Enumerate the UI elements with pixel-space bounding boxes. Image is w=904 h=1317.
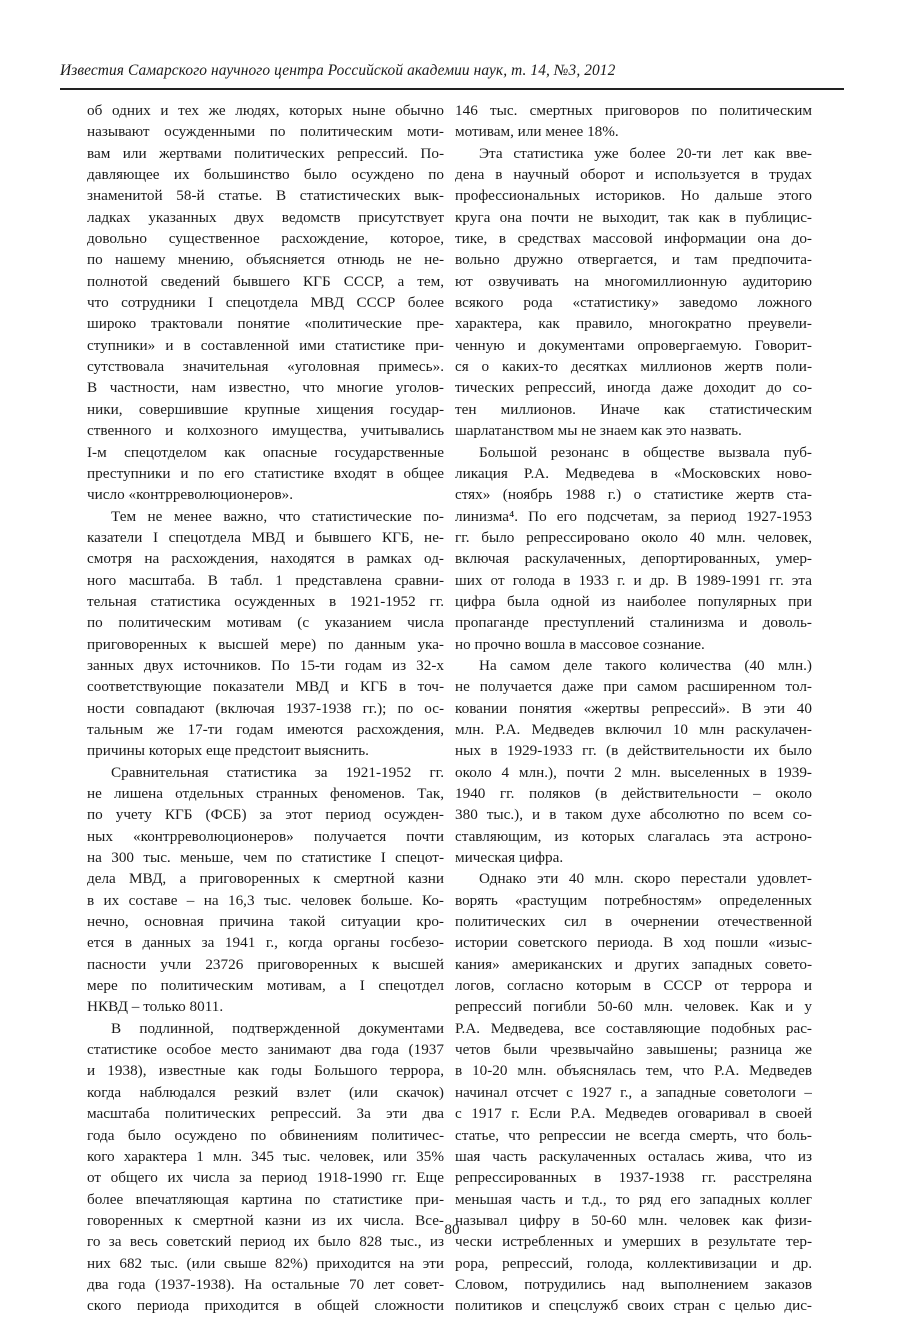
text-line: ных «контрреволюционеров» получается почти: [87, 827, 444, 845]
text-line: приговоренных к высшей мере) по данным ука-: [87, 635, 444, 653]
text-line: мере по политическим мотивам, а I спецотдел: [87, 977, 444, 995]
text-line: ности совпадают (включая 1937-1938 гг.); по ос-: [87, 699, 444, 717]
text-line: круга она почти не выходит, так как в публицис-: [455, 208, 812, 226]
text-line: около 4 млн.), почти 2 млн. выселенных в 1939-: [455, 763, 812, 781]
text-line: гг. было репрессировано около 40 млн. человек,: [455, 528, 812, 546]
text-line: от общего их числа за период 1918-1990 гг. Еще: [87, 1169, 444, 1187]
text-line: го за весь советский период их было 828 тыс., из: [87, 1233, 444, 1251]
text-line: полнотой сведений бывшего КГБ СССР, а тем,: [87, 272, 444, 290]
text-line: кого характера 1 млн. 345 тыс. человек, или 35%: [87, 1147, 444, 1165]
text-line: Большой резонанс в обществе вызвала пуб-: [479, 443, 812, 461]
text-line: 146 тыс. смертных приговоров по политическим: [455, 102, 812, 119]
text-line: статье, что репрессии не всегда смерть, что боль-: [455, 1126, 812, 1144]
text-line: в 10-20 млн. объяснялась тем, что Р.А. Медведев: [455, 1062, 812, 1080]
text-line: что сотрудники I спецотдела МВД СССР более: [87, 294, 444, 312]
text-line: стях» (ноябрь 1988 г.) о статистике жертв ста-: [455, 486, 812, 504]
text-line: тен миллионов. Иначе как статистическим: [455, 400, 812, 418]
text-line: с 1917 г. Если Р.А. Медведев оговаривал в своей: [455, 1105, 812, 1123]
text-line: ся о каких-то десятках миллионов жертв поли-: [455, 358, 812, 376]
text-line: всякого рода «статистику» заведомо ложного: [455, 294, 812, 312]
text-line: и 1938), известные как годы Большого террора,: [87, 1062, 444, 1080]
text-line: по политическим мотивам (с указанием числа: [87, 614, 444, 632]
text-line: репрессированных в 1937-1938 гг. расстреляна: [455, 1169, 812, 1187]
text-line: причины которых еще предстоит выяснить.: [87, 742, 369, 760]
text-line: рора, репрессий, голода, коллективизации и др.: [455, 1254, 812, 1272]
running-header: Известия Самарского научного центра Российской академии наук, т. 14, №3, 2012: [60, 62, 616, 79]
page-number: 80: [444, 1221, 460, 1238]
text-line: по нашему мнению, объясняется отнюдь не не-: [87, 251, 444, 269]
text-line: года было осуждено по обвинениям политичес-: [87, 1126, 444, 1144]
text-line: соответствующие показатели МВД и КГБ в точ-: [87, 678, 444, 696]
text-line: I-м спецотделом как опасные государственные: [87, 443, 444, 461]
text-line: начинал отсчет с 1927 г., а западные советологи –: [455, 1083, 812, 1101]
header-divider: [60, 88, 844, 90]
text-line: ковании понятия «жертвы репрессий». В эти 40: [455, 699, 812, 717]
text-line: характера, как правило, многократно преувели-: [455, 315, 812, 333]
text-line: вольно дружно отвергается, и там предпочита-: [455, 251, 812, 269]
text-line: об одних и тех же людях, которых ныне обычно: [87, 102, 444, 119]
text-line: тике, в средствах массовой информации она до-: [455, 230, 812, 248]
text-line: ют озвучивать на многомиллионную аудиторию: [455, 272, 812, 290]
text-line: знаменитой 58-й статье. В статистических вык-: [87, 187, 444, 205]
text-line: включая раскулаченных, депортированных, умер-: [455, 550, 812, 568]
text-line: ники, совершившие крупные хищения государ-: [87, 400, 444, 418]
text-line: В частности, нам известно, что многие уголов-: [87, 379, 444, 397]
text-line: занных двух источников. По 15-ти годам из 32-х: [87, 656, 444, 674]
text-line: ликация Р.А. Медведева в «Московских ново-: [455, 464, 812, 482]
text-line: дела МВД, а приговоренных к смертной казни: [87, 870, 444, 888]
text-line: два года (1937-1938). На остальные 70 лет совет-: [87, 1275, 444, 1293]
text-line: шая часть раскулаченных осталась жива, что из: [455, 1147, 812, 1165]
text-line: Однако эти 40 млн. скоро перестали удовлет-: [479, 870, 812, 888]
text-line: смотря на расхождения, находятся в рамках од-: [87, 550, 444, 568]
text-column-left: [87, 100, 444, 1317]
text-line: не получается даже при самом расширенном тол-: [455, 678, 812, 696]
text-line: тальным же 17-ти годам имеются расхождения,: [87, 720, 444, 738]
text-line: ственного и колхозного имущества, учитывались: [87, 422, 444, 440]
text-line: пропаганде преступлений сталинизма и доволь-: [455, 614, 812, 632]
text-line: называл цифру в 50-60 млн. человек как физи-: [455, 1211, 812, 1229]
text-line: меньшая часть и т.д., то ряд его западных коллег: [455, 1190, 812, 1208]
text-line: более впечатляющая картина по статистике при-: [87, 1190, 444, 1208]
text-line: шарлатанством мы не знаем как это назвать.: [455, 422, 742, 440]
text-line: Тем не менее важно, что статистические по-: [111, 507, 444, 525]
text-line: пасности учли 23726 приговоренных к высшей: [87, 955, 444, 973]
text-line: сутствовала значительная «уголовная примесь».: [87, 358, 444, 376]
text-line: цифра была одной из наиболее популярных при: [455, 592, 812, 610]
text-line: млн. Р.А. Медведев включил 10 млн раскулачен-: [455, 720, 812, 738]
text-line: в их составе – на 16,3 тыс. человек больше. Ко-: [87, 891, 444, 909]
text-line: ского периода приходится в общей сложности: [87, 1297, 444, 1315]
text-line: Словом, потрудились над выполнением заказов: [455, 1275, 812, 1293]
text-line: чески истребленных и умерших в результате тер-: [455, 1233, 812, 1251]
text-line: тельная статистика осужденных в 1921-1952 гг.: [87, 592, 444, 610]
text-line: вам или жертвами политических репрессий. По-: [87, 144, 444, 162]
text-line: тических репрессий, иногда даже доходит до со-: [455, 379, 812, 397]
text-line: давляющее их большинство было осуждено по: [87, 166, 444, 184]
text-line: ших от голода в 1933 г. и др. В 1989-1991 гг. эта: [455, 571, 812, 589]
text-line: ворять «растущим потребностям» определенных: [455, 891, 812, 909]
text-line: Сравнительная статистика за 1921-1952 гг.: [111, 763, 444, 781]
text-line: но прочно вошла в массовое сознание.: [455, 635, 705, 653]
text-line: В подлинной, подтвержденной документами: [111, 1019, 444, 1037]
text-line: Эта статистика уже более 20-ти лет как вве-: [479, 144, 812, 162]
text-line: 1940 гг. поляков (в действительности – около: [455, 785, 812, 802]
text-line: ного масштаба. В табл. 1 представлена сравни-: [87, 571, 444, 589]
text-line: ладках указанных двух ведомств присутствует: [87, 208, 444, 226]
text-line: преступники и по его статистике входят в общее: [87, 464, 444, 482]
text-line: дена в научный оборот и используется в трудах: [455, 166, 812, 184]
text-line: Р.А. Медведева, все составляющие подобных рас-: [455, 1019, 812, 1037]
text-line: ченную и документами опровергаемую. Говорит-: [455, 336, 812, 354]
text-line: профессиональных историков. Но дальше этого: [455, 187, 812, 205]
text-line: линизма⁴. По его подсчетам, за период 1927-1953: [455, 507, 812, 525]
text-line: статистике особое место занимают два года (1937: [87, 1041, 444, 1059]
text-line: называют осужденными по политическим моти-: [87, 123, 444, 141]
text-line: четов были чрезвычайно завышены; разница же: [455, 1041, 812, 1059]
text-line: репрессий погибли 50-60 млн. человек. Как и у: [455, 998, 812, 1016]
text-line: логов, согласно которым в СССР от террора и: [455, 977, 812, 995]
text-line: На самом деле такого количества (40 млн.): [479, 656, 812, 674]
text-line: ступники» и в составленной ими статистике при-: [87, 336, 444, 354]
text-line: широко трактовали понятие «политические пре-: [87, 315, 444, 333]
text-line: нечно, основная причина такой ситуации кро-: [87, 913, 444, 931]
text-line: 380 тыс.), и в таком духе абсолютно по всем со-: [455, 806, 812, 824]
text-line: них 682 тыс. (или свыше 82%) приходится на эти: [87, 1254, 444, 1272]
text-line: политиков и спецслужб своих стран с целью дис-: [455, 1297, 812, 1315]
text-line: мическая цифра.: [455, 849, 564, 867]
text-line: масштаба политических репрессий. За эти два: [87, 1105, 444, 1123]
text-line: кания» американских и других западных совето-: [455, 955, 812, 973]
text-line: ных в 1929-1933 гг. (в действительности их было: [455, 742, 812, 760]
text-line: НКВД – только 8011.: [87, 998, 224, 1016]
text-line: ставляющим, из которых слагалась эта астроно-: [455, 827, 812, 845]
text-line: не лишена отдельных странных феноменов. Так,: [87, 785, 444, 802]
text-line: когда наблюдался резкий взлет (или скачок): [87, 1083, 444, 1101]
text-line: ется в данных за 1941 г., когда органы госбезо-: [87, 934, 444, 952]
text-line: говоренных к смертной казни из их числа. Все-: [87, 1211, 444, 1229]
text-line: истории советского периода. В ход пошли «изыс-: [455, 934, 812, 952]
text-line: мотивам, или менее 18%.: [455, 123, 619, 141]
text-line: на 300 тыс. меньше, чем по статистике I спецот-: [87, 849, 444, 867]
text-line: политических сил в очернении отечественной: [455, 913, 812, 931]
text-column-right: [455, 100, 812, 1317]
text-line: довольно существенное расхождение, которое,: [87, 230, 444, 248]
text-line: по учету КГБ (ФСБ) за этот период осужден-: [87, 806, 444, 824]
text-line: казатели I спецотдела МВД и бывшего КГБ, не-: [87, 528, 444, 546]
text-line: число «контрреволюционеров».: [87, 486, 294, 504]
